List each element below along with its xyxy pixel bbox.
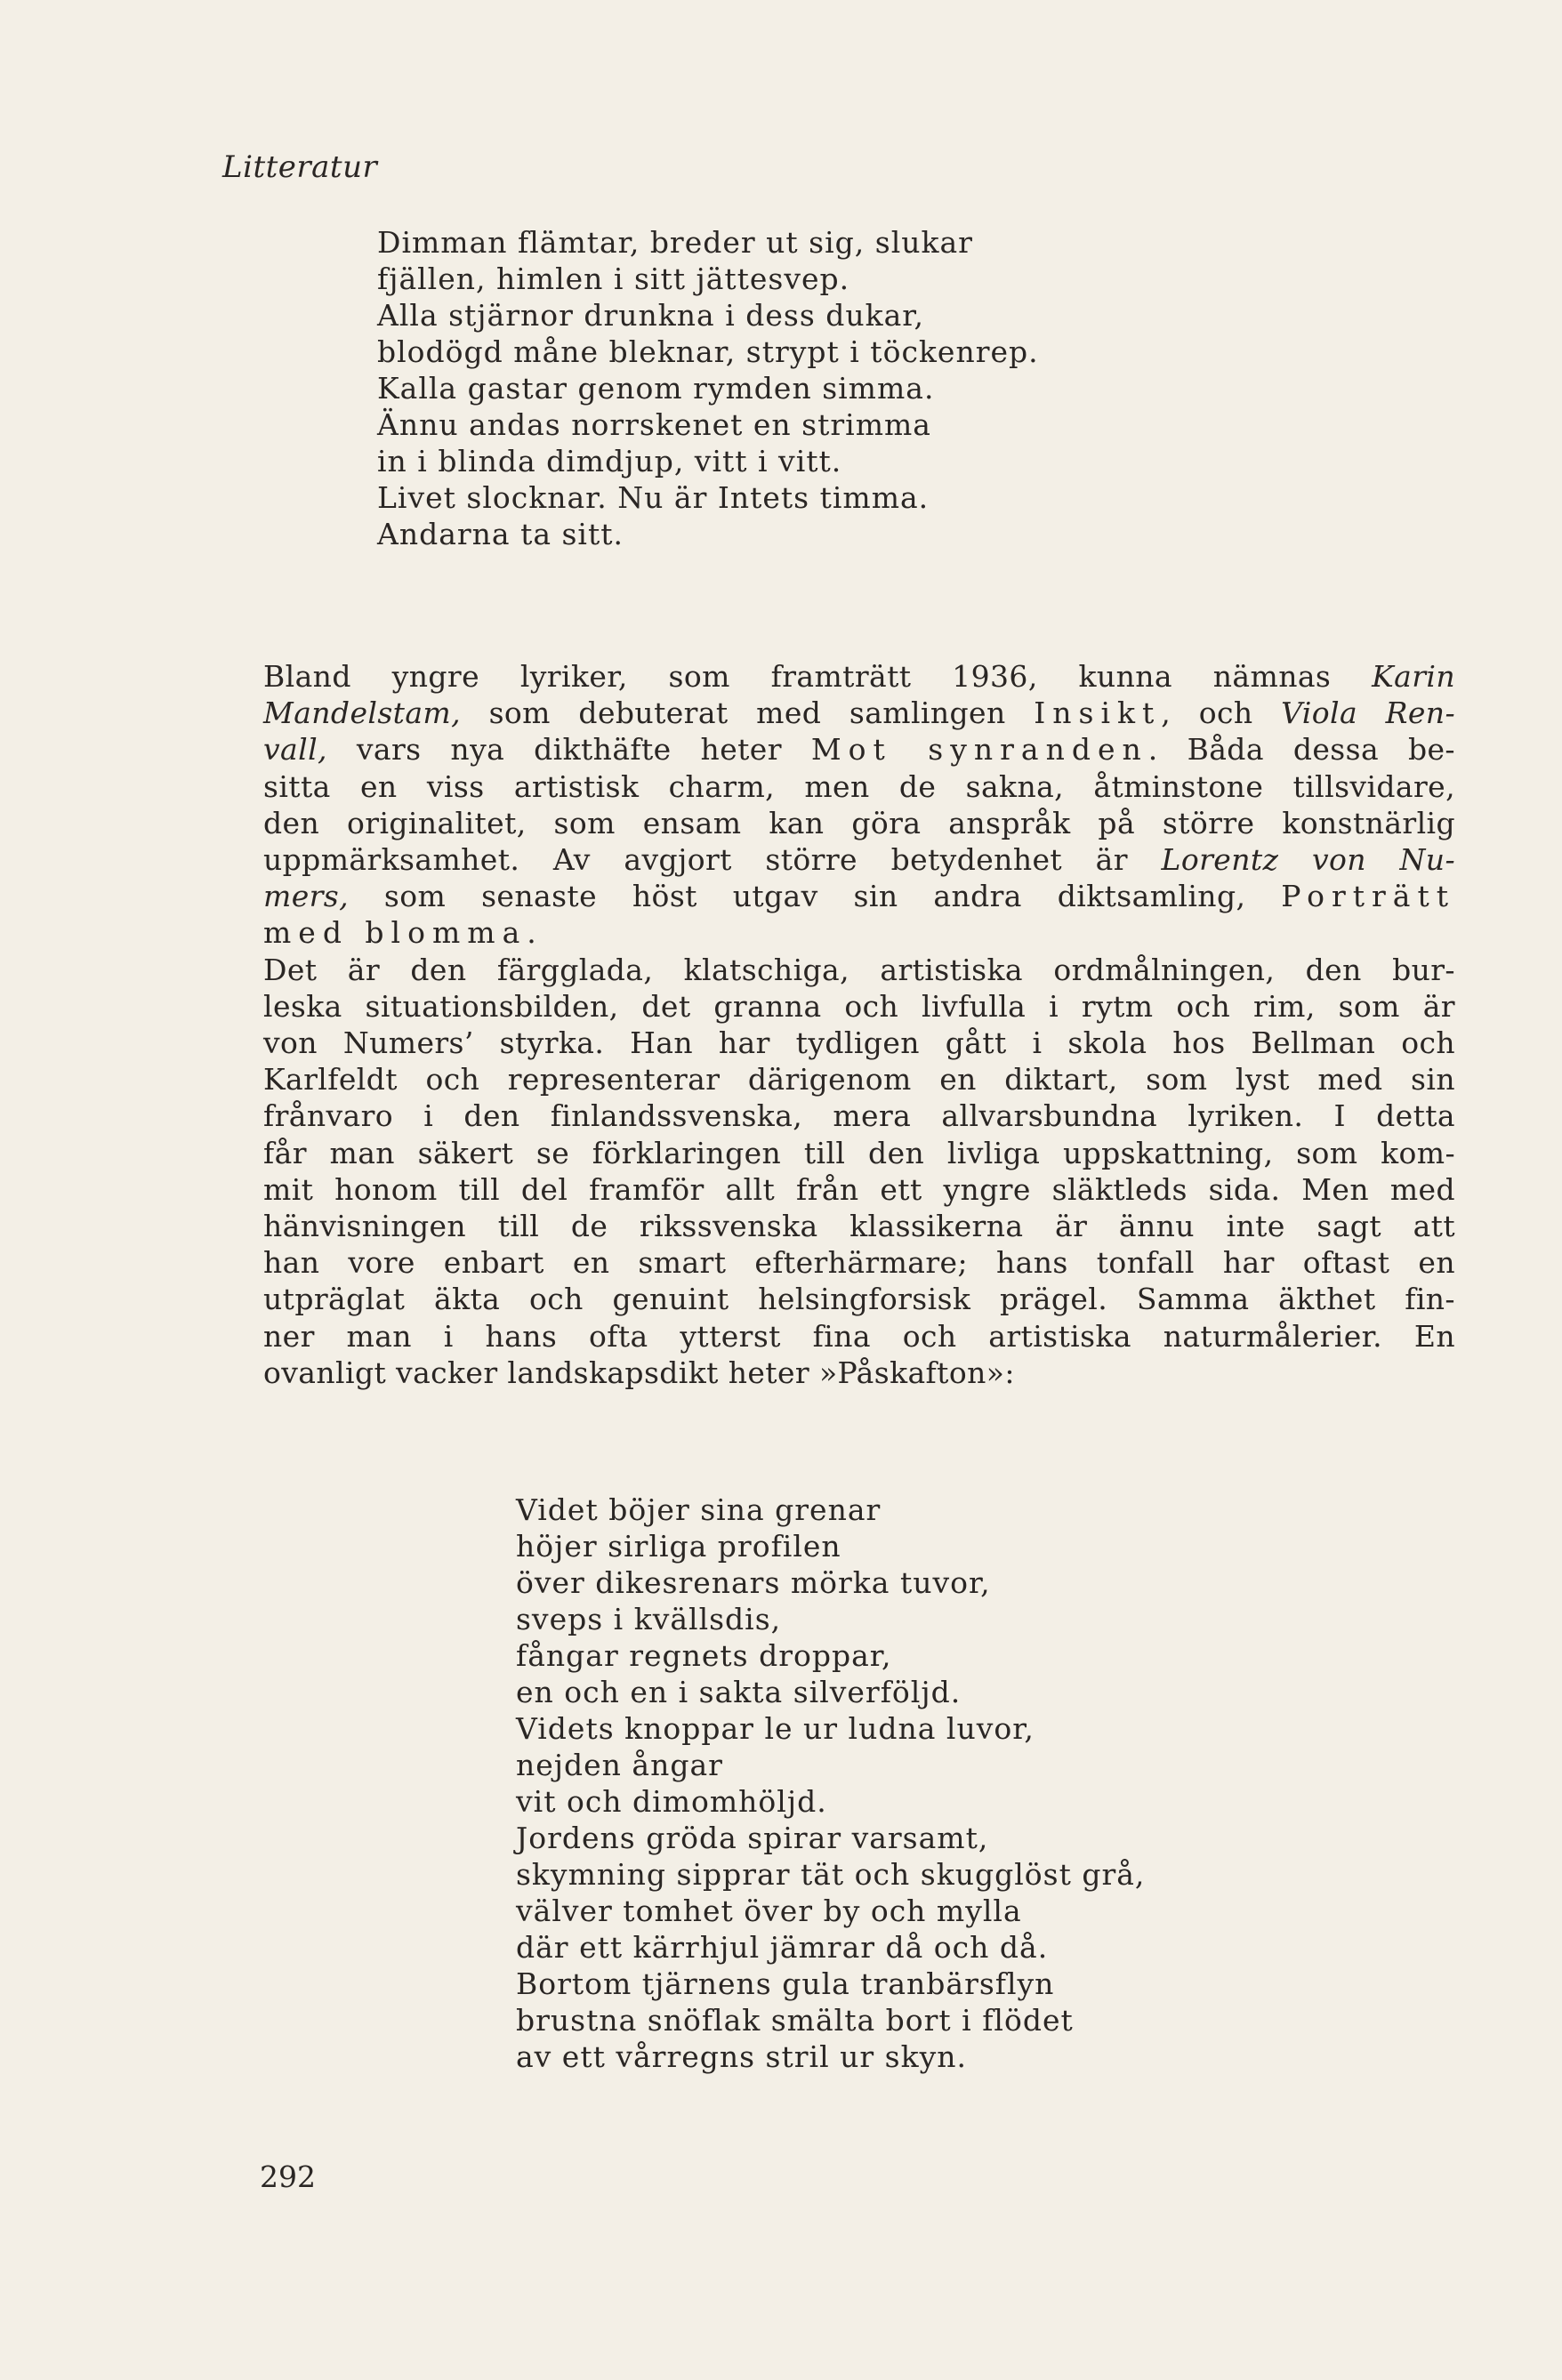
paragraph-line: leska situationsbilden, det granna och livfulla i rytm och rim, som är — [263, 988, 1455, 1024]
paragraph-line: hänvisningen till de rikssvenska klassikerna är ännu inte sagt att — [263, 1209, 1455, 1244]
poem-line: fångar regnets droppar, — [516, 1638, 892, 1673]
poem-line: Andarna ta sitt. — [377, 517, 624, 551]
paragraph-line — [263, 695, 1455, 731]
poem-line: Alla stjärnor drunkna i dess dukar, — [377, 298, 924, 333]
paragraph-line: utpräglat äkta och genuint helsingforsisk prägel. Samma äkthet fin- — [263, 1282, 1455, 1317]
author-name-italic: Lorentz von Nu- — [1161, 842, 1455, 878]
paragraph-line: von Numers’ styrka. Han har tydligen gått i skola hos Bellman och — [263, 1025, 1455, 1061]
poem-line: Videt böjer sina grenar — [516, 1492, 882, 1527]
poem-line: nejden ångar — [516, 1748, 723, 1782]
poem-line: Bortom tjärnens gula tranbärsflyn — [516, 1966, 1055, 2001]
poem-line: brustna snöflak smälta bort i flödet — [516, 2003, 1074, 2038]
poem-line: Ännu andas norrskenet en strimma — [377, 407, 931, 442]
poem-line: Livet slocknar. Nu är Intets timma. — [377, 480, 930, 515]
paragraph-line — [263, 731, 1455, 768]
page-number: 292 — [260, 2159, 316, 2194]
poem-line: välver tomhet över by och mylla — [516, 1894, 1022, 1928]
paragraph-line: frånvaro i den finlandssvenska, mera allvarsbundna lyriken. I detta — [263, 1098, 1455, 1134]
poem-line: en och en i sakta silverföljd. — [516, 1675, 962, 1709]
author-name-italic: vall, — [263, 732, 327, 768]
paragraph-line: sitta en viss artistisk charm, men de sakna, åtminstone tillsvidare, — [263, 768, 1455, 804]
poem-line: blodögd måne bleknar, strypt i töckenrep. — [377, 334, 1039, 369]
poem-line: Jordens gröda spirar varsamt, — [516, 1821, 989, 1855]
poem-line: sveps i kvällsdis, — [516, 1602, 782, 1636]
poem-line: in i blinda dimdjup, vitt i vitt. — [377, 444, 842, 478]
poem-paskafton — [516, 1492, 1145, 2075]
paragraph-line: ovanligt vacker landskapsdikt heter »Påskafton»: — [263, 1355, 1015, 1390]
paragraph-line — [263, 878, 1455, 914]
author-name-italic: Viola Ren- — [1281, 696, 1456, 731]
author-name-italic: Mandelstam, — [263, 696, 461, 731]
paragraph-line: Det är den färgglada, klatschiga, artistiska ordmålningen, den bur- — [263, 952, 1455, 987]
poem-line: av ett vårregns stril ur skyn. — [516, 2039, 967, 2074]
book-title-spaced: Insikt — [1034, 696, 1162, 731]
author-name-italic: Karin — [1372, 659, 1455, 694]
text-run: som senaste höst utgav sin andra diktsamling, — [349, 879, 1282, 914]
poem-line: Videts knoppar le ur ludna luvor, — [516, 1711, 1035, 1746]
poem-line: Kalla gastar genom rymden simma. — [377, 371, 935, 406]
poem-line: skymning sipprar tät och skugglöst grå, — [516, 1857, 1146, 1892]
paragraph-line: får man säkert se förklaringen till den livliga uppskattning, som kom- — [263, 1135, 1455, 1170]
paragraph-line: mit honom till del framför allt från ett yngre släktleds sida. Men med — [263, 1171, 1455, 1207]
body-text — [263, 658, 1455, 1391]
paragraph-line: han vore enbart en smart efterhärmare; hans tonfall har oftast en — [263, 1245, 1455, 1281]
text-run: uppmärksamhet. Av avgjort större betydenhet är — [263, 842, 1162, 878]
poem-line: höjer sirliga profilen — [516, 1529, 841, 1564]
book-title-spaced: Porträtt — [1281, 879, 1455, 914]
paragraph-line — [263, 658, 1455, 695]
text-run: , och — [1161, 696, 1282, 731]
poem-line: där ett kärrhjul jämrar då och då. — [516, 1930, 1049, 1965]
paragraph-line — [263, 914, 1455, 951]
text-run: som debuterat med samlingen — [460, 696, 1035, 731]
book-title-spaced: Mot synranden — [810, 732, 1148, 768]
book-title-spaced: med blomma — [263, 915, 527, 951]
text-run: . Båda dessa be- — [1147, 732, 1455, 768]
paragraph-line: den originalitet, som ensam kan göra anspråk på större konstnärlig — [263, 805, 1455, 840]
poem-line: över dikesrenars mörka tuvor, — [516, 1565, 991, 1600]
poem-line: fjällen, himlen i sitt jättesvep. — [377, 261, 850, 296]
text-run: vars nya dikthäfte heter — [326, 732, 811, 768]
paragraph-line: ner man i hans ofta ytterst fina och artistiska naturmålerier. En — [263, 1318, 1455, 1354]
running-head: Litteratur — [222, 149, 378, 185]
paragraph-line — [263, 841, 1455, 878]
paragraph-line: Karlfeldt och representerar därigenom en diktart, som lyst med sin — [263, 1062, 1455, 1098]
poem-stanza-1 — [377, 224, 1039, 552]
poem-line: vit och dimomhöljd. — [516, 1784, 827, 1819]
text-run: . — [527, 915, 537, 951]
poem-line: Dimman flämtar, breder ut sig, slukar — [377, 225, 973, 260]
author-name-italic: mers, — [263, 879, 350, 914]
text-run: Bland yngre lyriker, som framträtt 1936, kunna nämnas — [263, 659, 1373, 694]
